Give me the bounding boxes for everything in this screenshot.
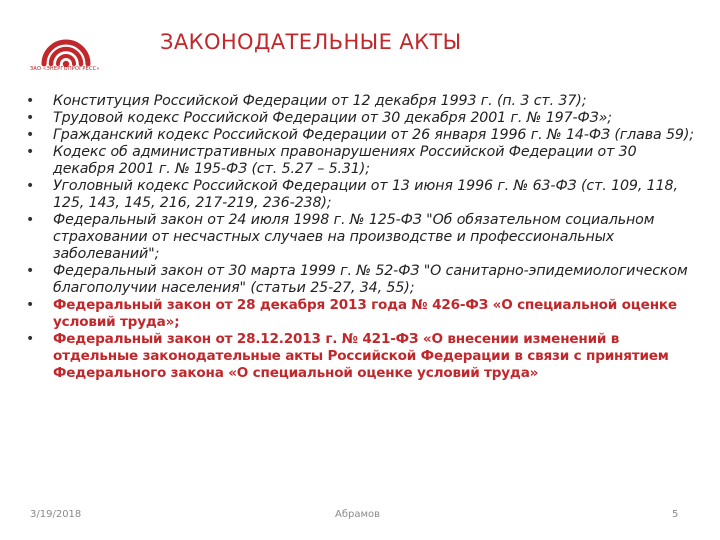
list-item-text: Федеральный закон от 30 марта 1999 г. № 52-ФЗ "О санитарно-эпидемиологическом благополучии населения" (статьи 25-27, 34, 55); (53, 263, 688, 296)
list-item-text: Федеральный закон от 24 июля 1998 г. № 125-ФЗ "Об обязательном социальном страховании от несчастных случаев на производстве и профессиональных заболеваний"; (53, 212, 655, 262)
bullet-icon: • (26, 212, 35, 228)
list-item-text: Трудовой кодекс Российской Федерации от 30 декабря 2001 г. № 197-ФЗ»; (53, 110, 612, 126)
footer-page-number: 5 (672, 509, 679, 520)
bullet-icon: • (26, 331, 35, 347)
bullet-icon: • (26, 93, 35, 109)
list-item (26, 93, 702, 110)
list-item (26, 263, 702, 297)
list-item (26, 212, 702, 263)
list-item (26, 110, 702, 127)
footer-date: 3/19/2018 (30, 509, 82, 520)
list-item-text: Федеральный закон от 28 декабря 2013 года № 426-ФЗ «О специальной оценке условий труда»; (53, 297, 677, 330)
list-item-text: Уголовный кодекс Российской Федерации от 13 июня 1996 г. № 63-ФЗ (ст. 109, 118, 125, 143, 145, 216, 217-219, 236-238); (53, 178, 678, 211)
list-item (26, 144, 702, 178)
list-item-text: Конституция Российской Федерации от 12 декабря 1993 г. (п. 3 ст. 37); (53, 93, 587, 109)
list-item (26, 127, 702, 144)
list-item-text: Гражданский кодекс Российской Федерации от 26 января 1996 г. № 14-ФЗ (глава 59); (53, 127, 694, 143)
legislation-list (26, 93, 702, 382)
list-item-highlighted (26, 297, 702, 331)
list-item-text: Кодекс об административных правонарушениях Российской Федерации от 30 декабря 2001 г. № 195-ФЗ (ст. 5.27 – 5.31); (53, 144, 637, 177)
bullet-icon: • (26, 127, 35, 143)
bullet-icon: • (26, 263, 35, 279)
list-item-highlighted (26, 331, 702, 382)
list-item (26, 178, 702, 212)
bullet-icon: • (26, 178, 35, 194)
bullet-icon: • (26, 144, 35, 160)
logo-caption: ЗАО «ЭНЕРГОПРОГРЕСС» (30, 66, 100, 72)
footer-author: Абрамов (335, 509, 381, 520)
bullet-icon: • (26, 297, 35, 313)
list-item-text: Федеральный закон от 28.12.2013 г. № 421-ФЗ «О внесении изменений в отдельные законодательные акты Российской Федерации в связи с принятием Федерального закона «О специальной оценке условий труда» (53, 331, 669, 381)
bullet-icon: • (26, 110, 35, 126)
page-title: ЗАКОНОДАТЕЛЬНЫЕ АКТЫ (160, 30, 462, 54)
